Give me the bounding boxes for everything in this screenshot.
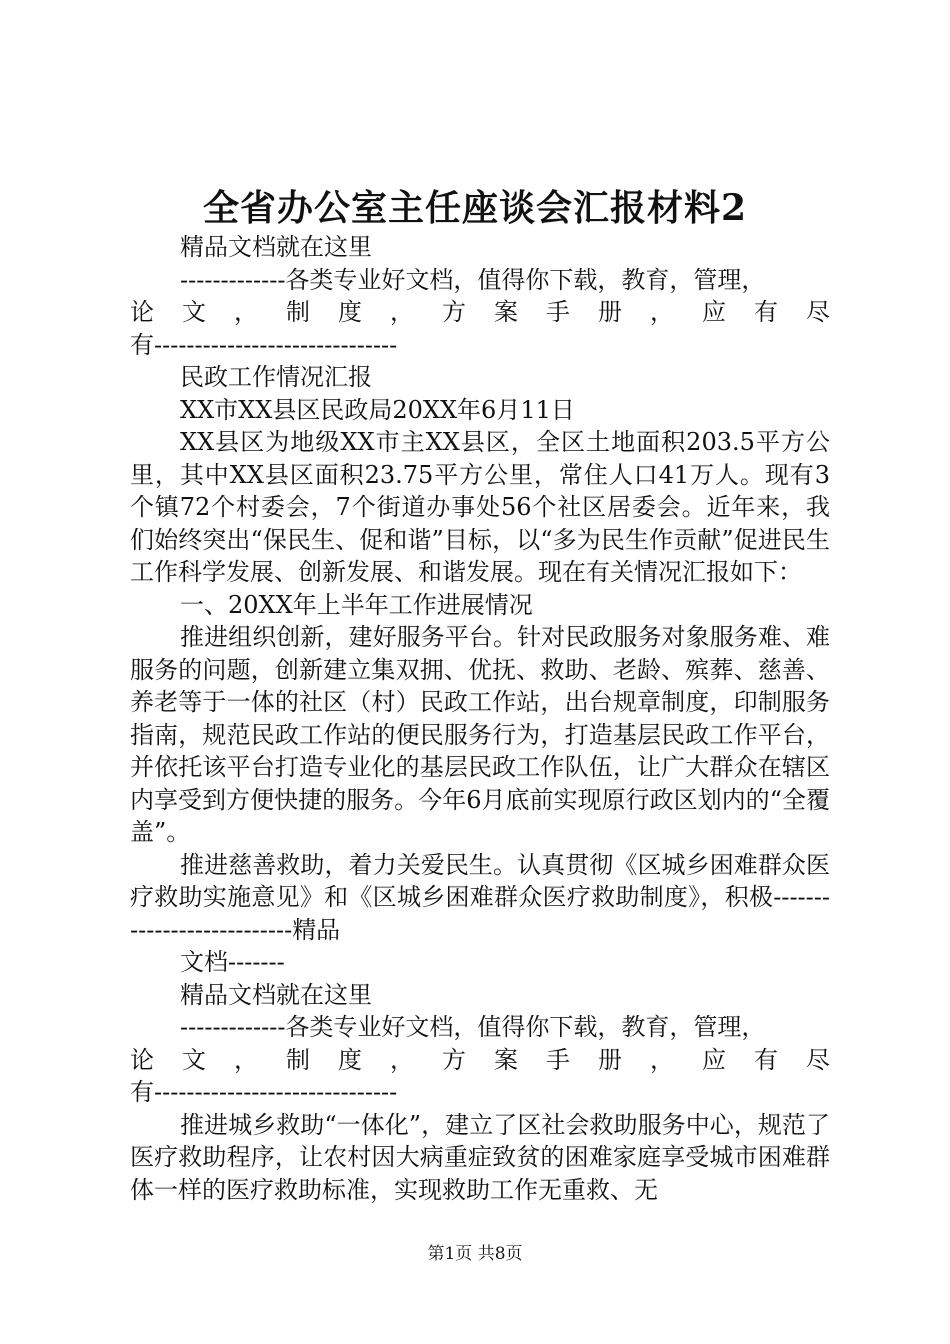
paragraph-header-note: 精品文档就在这里 [180, 233, 372, 261]
paragraph-overview: XX县区为地级XX市主XX县区，全区土地面积203.5平方公里，其中XX县区面积23.75平方公里，常住人口41万人。现有3个镇72个村委会，7个街道办事处56个社区居委会。近年来，我们始终突出“保民生、促和谐”目标，以“多为民生作贡献”促进民生工作科学发展、创新发展、和谐发展。现在有关情况汇报如下： [130, 428, 830, 586]
page-footer: 第1页 共8页 [427, 1244, 523, 1264]
document-body [130, 231, 830, 1206]
paragraph-ad-line-6: 有------------------------------ [130, 1078, 398, 1106]
paragraph-relief: 推进城乡救助“一体化”，建立了区社会救助服务中心，规范了医疗救助程序，让农村因大病重症致贫的困难家庭享受城市困难群体一样的医疗救助标准，实现救助工作无重救、无 [130, 1110, 830, 1204]
document-title: 全省办公室主任座谈会汇报材料2 [202, 187, 748, 229]
paragraph-ad-line-1: -------------各类专业好文档，值得你下载，教育，管理， [180, 265, 766, 294]
section-heading: 民政工作情况汇报 [180, 363, 372, 391]
date-line: XX市XX县区民政局20XX年6月11日 [180, 395, 575, 424]
subsection-heading: 一、20XX年上半年工作进展情况 [180, 590, 533, 619]
paragraph-ad-line-5: 论 文 ， 制 度 ， 方 案 手 册 ， 应 有 尽 [130, 1045, 830, 1074]
paragraph-ad-line-3: 有------------------------------ [130, 330, 398, 359]
paragraph-header-note-2: 精品文档就在这里 [180, 980, 372, 1009]
paragraph-charity: 推进慈善救助，着力关爱民生。认真贯彻《区城乡困难群众医疗救助实施意见》和《区城乡困难群众医疗救助制度》，积极---------------------------精品 [130, 850, 830, 944]
paragraph-doc-end: 文档------- [180, 948, 285, 976]
paragraph-ad-line-2: 论 文 ， 制 度 ， 方 案 手 册 ， 应 有 尽 [130, 298, 830, 326]
paragraph-ad-line-4: -------------各类专业好文档，值得你下载，教育，管理， [180, 1013, 766, 1041]
paragraph-organization: 推进组织创新，建好服务平台。针对民政服务对象服务难、难服务的问题，创新建立集双拥、优抚、救助、老龄、殡葬、慈善、养老等于一体的社区（村）民政工作站，出台规章制度，印制服务指南，规范民政工作站的便民服务行为，打造基层民政工作平台，并依托该平台打造专业化的基层民政工作队伍，让广大群众在辖区内享受到方便快捷的服务。今年6月底前实现原行政区划内的“全覆盖”。 [130, 623, 830, 846]
